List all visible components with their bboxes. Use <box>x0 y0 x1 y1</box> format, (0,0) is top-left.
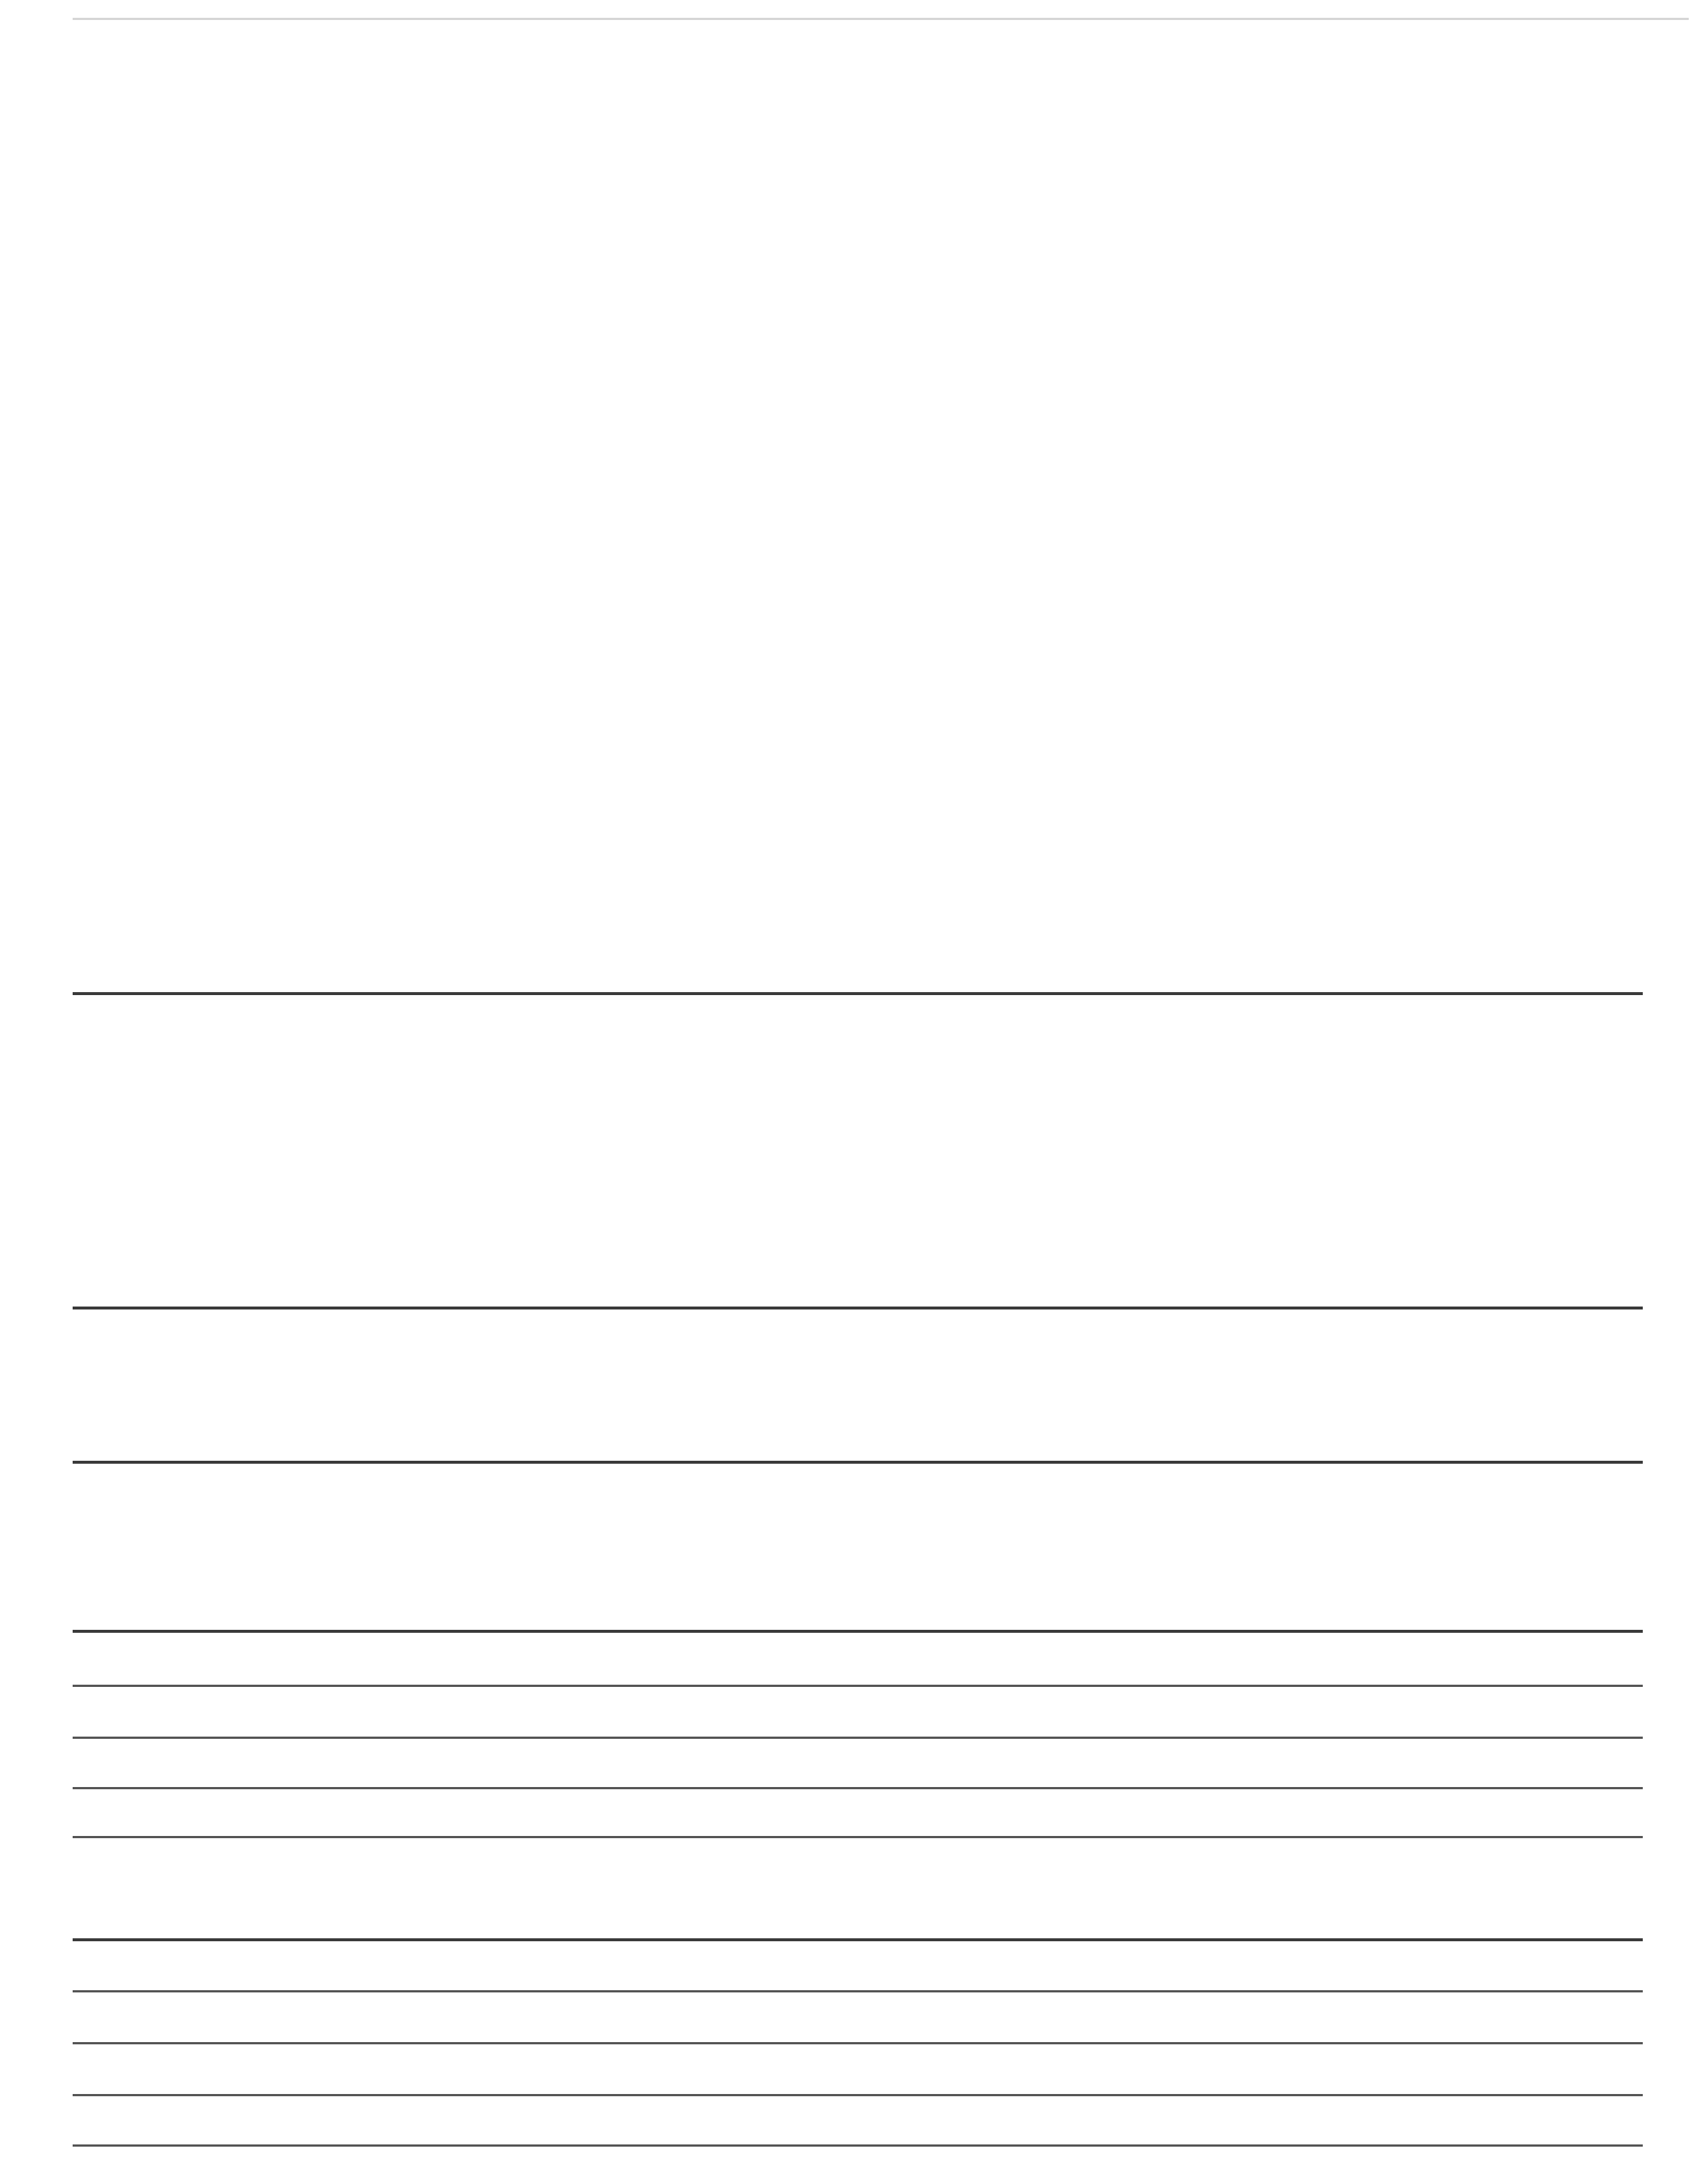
q10-line <box>73 2094 1643 2096</box>
q10-rule <box>73 1938 1643 1941</box>
q7-rule <box>73 1307 1643 1309</box>
q9-line <box>73 1836 1643 1838</box>
q9-line <box>73 1787 1643 1789</box>
q10-line <box>73 1990 1643 1992</box>
q9-line <box>73 1685 1643 1687</box>
q8-rule <box>73 1461 1643 1464</box>
q6-rule <box>73 992 1643 995</box>
q9-rule <box>73 1630 1643 1633</box>
top-border <box>73 18 1689 20</box>
q10-line <box>73 2042 1643 2044</box>
q9-line <box>73 1737 1643 1739</box>
q10-line <box>73 2144 1643 2147</box>
